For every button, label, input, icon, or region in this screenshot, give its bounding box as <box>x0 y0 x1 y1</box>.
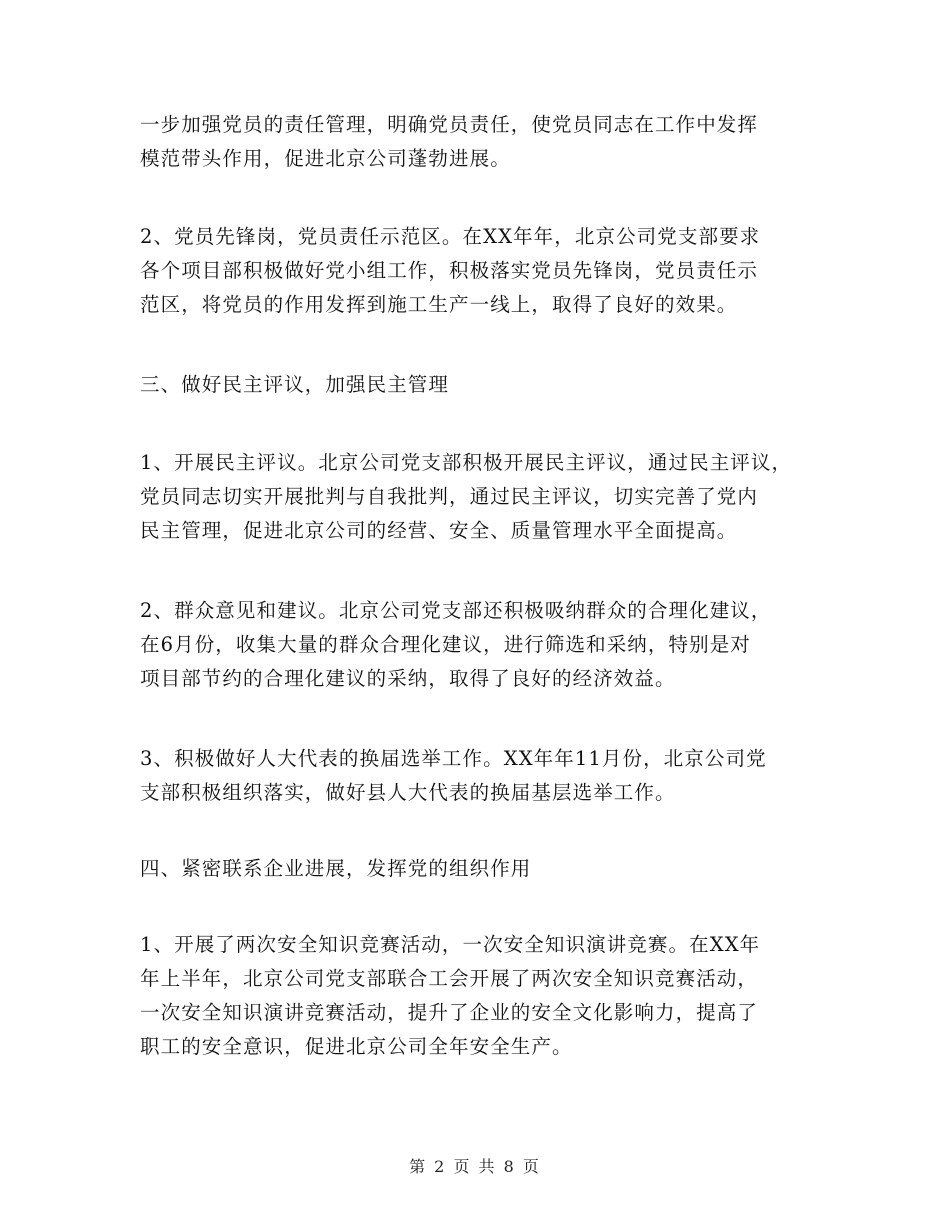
text-line: 一次安全知识演讲竞赛活动，提升了企业的安全文化影响力，提高了 <box>140 1001 759 1024</box>
text-line: 年上半年，北京公司党支部联合工会开展了两次安全知识竞赛活动， <box>140 967 759 990</box>
paragraph-2 <box>140 220 820 322</box>
text-line: 党员同志切实开展批判与自我批判，通过民主评议，切实完善了党内 <box>140 485 759 508</box>
text-line: 各个项目部积极做好党小组工作，积极落实党员先锋岗，党员责任示 <box>140 259 759 282</box>
paragraph-6 <box>140 742 820 810</box>
text-line: 3、积极做好人大代表的换届选举工作。XX年年11月份，北京公司党 <box>140 747 767 770</box>
paragraph-5 <box>140 594 820 696</box>
text-line: 项目部节约的合理化建议的采纳，取得了良好的经济效益。 <box>140 667 676 690</box>
section-heading-4 <box>140 852 820 886</box>
text-line: 2、党员先锋岗，党员责任示范区。在XX年年，北京公司党支部要求 <box>140 225 761 248</box>
text-line: 职工的安全意识，促进北京公司全年安全生产。 <box>140 1035 573 1058</box>
paragraph-1 <box>140 108 820 176</box>
text-line: 民主管理，促进北京公司的经营、安全、质量管理水平全面提高。 <box>140 519 738 542</box>
paragraph-8 <box>140 928 820 1064</box>
section-heading-3 <box>140 368 820 402</box>
page-number-footer: 第 2 页 共 8 页 <box>409 1157 541 1176</box>
heading-line: 三、做好民主评议，加强民主管理 <box>140 373 450 396</box>
text-line: 一步加强党员的责任管理，明确党员责任，使党员同志在工作中发挥 <box>140 113 759 136</box>
text-line: 在6月份，收集大量的群众合理化建议，进行筛选和采纳，特别是对 <box>140 633 751 656</box>
text-line: 范区，将党员的作用发挥到施工生产一线上，取得了良好的效果。 <box>140 293 738 316</box>
text-line: 支部积极组织落实，做好县人大代表的换届基层选举工作。 <box>140 781 676 804</box>
heading-line: 四、紧密联系企业进展，发挥党的组织作用 <box>140 857 532 880</box>
text-line: 2、群众意见和建议。北京公司党支部还积极吸纳群众的合理化建议， <box>140 599 772 622</box>
text-line: 1、开展民主评议。北京公司党支部积极开展民主评议，通过民主评议， <box>140 451 793 474</box>
paragraph-4 <box>140 446 820 548</box>
text-line: 1、开展了两次安全知识竞赛活动，一次安全知识演讲竞赛。在XX年 <box>140 933 761 956</box>
text-line: 模范带头作用，促进北京公司蓬勃进展。 <box>140 147 511 170</box>
